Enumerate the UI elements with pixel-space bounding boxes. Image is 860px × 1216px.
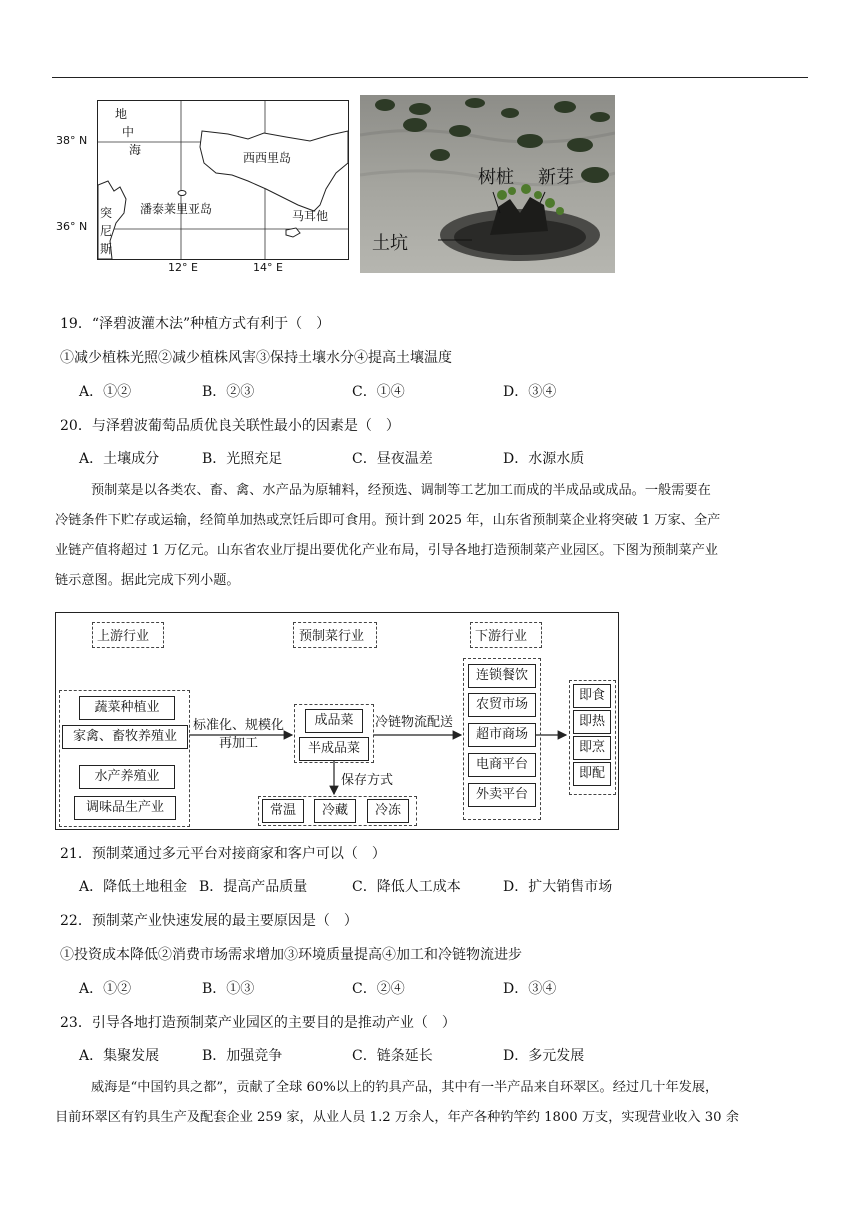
passage-line: 目前环翠区有钓具生产及配套企业 259 家，从业人员 1.2 万余人，年产各种钓竿约 1800 万支，实现营业收入 30 余 [55, 1110, 739, 1125]
map-lat-36-label: 36° N [56, 220, 88, 233]
q21-option-d: D．扩大销售市场 [503, 879, 613, 895]
map-lon-14-label: 14° E [253, 261, 283, 274]
q19-stem: 19．“泽碧波灌木法”种植方式有利于（ ） [60, 316, 331, 332]
map-tunisia-label-2: 尼 [100, 224, 113, 238]
q22-option-d: D．③④ [503, 981, 557, 997]
map-malta-label: 马耳他 [292, 209, 329, 223]
passage-prefab-food [55, 476, 807, 596]
q23-option-a: A．集聚发展 [79, 1048, 160, 1064]
photo-stump-label: 树桩 [478, 167, 514, 188]
q23-option-d: D．多元发展 [503, 1048, 585, 1064]
map-sea-label-3: 海 [129, 143, 142, 157]
consume-ready-to-heat: 即热 [573, 710, 611, 734]
downstream-ecommerce: 电商平台 [468, 753, 536, 777]
upstream-vegetable: 蔬菜种植业 [79, 696, 175, 720]
q23-option-c: C．链条延长 [352, 1048, 433, 1064]
coldchain-label: 冷链物流配送 [375, 715, 454, 730]
q19-option-a: A．①② [79, 384, 132, 400]
upstream-title: 上游行业 [97, 629, 150, 644]
q20-option-b: B．光照充足 [202, 451, 283, 467]
prefab-finished-dish: 成品菜 [305, 709, 363, 733]
upstream-seasoning: 调味品生产业 [74, 796, 176, 820]
q22-statements: ①投资成本降低②消费市场需求增加③环境质量提高④加工和冷链物流进步 [60, 947, 522, 963]
map-sea-label-2: 中 [122, 125, 135, 139]
sicily-map [97, 100, 349, 260]
map-tunisia-label-1: 突 [100, 206, 113, 220]
downstream-supermarket: 超市商场 [468, 723, 536, 747]
consume-ready-to-cook: 即烹 [573, 736, 611, 760]
passage-weihai-fishing [55, 1073, 807, 1133]
map-lat-38-label: 38° N [56, 134, 88, 147]
passage-line: 冷链条件下贮存或运输，经简单加热或烹饪后即可食用。预计到 2025 年，山东省预制菜企业将突破 1 万家、全产 [55, 513, 721, 528]
q19-statements: ①减少植株光照②减少植株风害③保持土壤水分④提高土壤温度 [60, 350, 452, 366]
q20-option-d: D．水源水质 [503, 451, 585, 467]
q21-stem: 21．预制菜通过多元平台对接商家和客户可以（ ） [60, 846, 386, 862]
process-label-2: 再加工 [219, 736, 259, 751]
q21-option-b: B．提高产品质量 [199, 879, 308, 895]
q19-option-c: C．①④ [352, 384, 405, 400]
passage-line: 业链产值将超过 1 万亿元。山东省农业厅提出要优化产业布局，引导各地打造预制菜产业园区。下图为预制菜产业 [55, 543, 718, 558]
q22-stem: 22．预制菜产业快速发展的最主要原因是（ ） [60, 913, 358, 929]
map-lon-12-label: 12° E [168, 261, 198, 274]
q20-stem: 20．与泽碧波葡萄品质优良关联性最小的因素是（ ） [60, 418, 400, 434]
q19-option-d: D．③④ [503, 384, 557, 400]
q21-option-c: C．降低人工成本 [352, 879, 461, 895]
downstream-farmers-market: 农贸市场 [468, 693, 536, 717]
consume-ready-to-mix: 即配 [573, 762, 611, 786]
upstream-aquaculture: 水产养殖业 [79, 765, 175, 789]
photo-pit-label: 土坑 [372, 233, 408, 254]
q21-option-a: A．降低土地租金 [79, 879, 188, 895]
q20-option-a: A．土壤成分 [79, 451, 160, 467]
map-pantelleria-label: 潘泰莱里亚岛 [140, 202, 213, 216]
map-sicily-label: 西西里岛 [243, 151, 292, 165]
downstream-chain-restaurant: 连锁餐饮 [468, 664, 536, 688]
map-sea-label-1: 地 [115, 107, 128, 121]
q23-option-b: B．加强竞争 [202, 1048, 283, 1064]
passage-line: 预制菜是以各类农、畜、禽、水产品为原辅料，经预选、调制等工艺加工而成的半成品或成品。一般需要在 [91, 483, 711, 498]
passage-line: 链示意图。据此完成下列小题。 [55, 573, 240, 588]
passage-line: 威海是“中国钓具之都”，贡献了全球 60%以上的钓具产品，其中有一半产品来自环翠区。经过几十年发展， [91, 1080, 719, 1095]
upstream-livestock: 家禽、畜牧养殖业 [62, 725, 188, 749]
map-tunisia-label-3: 斯 [100, 242, 113, 256]
map-drawing [98, 101, 348, 259]
process-label-1: 标准化、规模化 [193, 718, 285, 733]
storage-label: 保存方式 [341, 773, 394, 788]
storage-normal-temp: 常温 [262, 799, 304, 823]
prefab-title: 预制菜行业 [299, 629, 365, 644]
storage-refrigerated: 冷藏 [314, 799, 356, 823]
storage-frozen: 冷冻 [367, 799, 409, 823]
consume-ready-to-eat: 即食 [573, 684, 611, 708]
q22-option-c: C．②④ [352, 981, 405, 997]
prefab-industry-chain-diagram [55, 612, 619, 830]
photo-bud-label: 新芽 [538, 167, 574, 188]
q23-stem: 23．引导各地打造预制菜产业园区的主要目的是推动产业（ ） [60, 1015, 456, 1031]
header-rule [52, 77, 808, 78]
q19-option-b: B．②③ [202, 384, 255, 400]
vineyard-photo [360, 95, 615, 273]
downstream-takeout: 外卖平台 [468, 783, 536, 807]
q20-option-c: C．昼夜温差 [352, 451, 433, 467]
prefab-semi-finished-dish: 半成品菜 [299, 737, 369, 761]
q22-option-b: B．①③ [202, 981, 255, 997]
downstream-title: 下游行业 [475, 629, 528, 644]
q22-option-a: A．①② [79, 981, 132, 997]
